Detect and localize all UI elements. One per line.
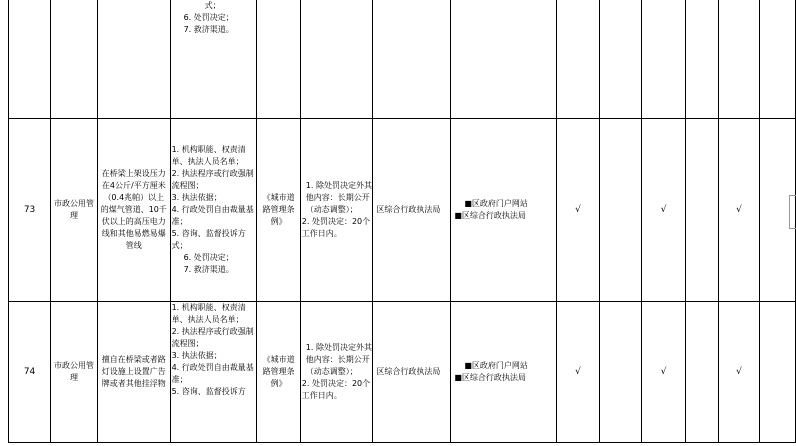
check-cell[interactable]: √ [719, 302, 760, 443]
basis-line: 2. 执法程序或行政强制流程图； [171, 169, 254, 190]
row-number-cell[interactable]: 73 [9, 119, 51, 302]
check-cell[interactable]: √ [642, 119, 686, 302]
check-cell[interactable] [556, 0, 600, 119]
category-cell[interactable]: 市政公用管理 [51, 302, 98, 443]
table-row [9, 119, 796, 302]
table-row [9, 302, 796, 443]
channel-line: ■区政府门户网站 [464, 361, 528, 370]
channel-cell[interactable] [451, 302, 556, 443]
item-cell[interactable]: 擅自在桥梁或者路灯设施上设置广告牌或者其他挂浮物 [98, 302, 171, 443]
empty-cell[interactable] [686, 0, 719, 119]
check-cell[interactable]: √ [556, 119, 600, 302]
basis-line: 6. 处罚决定； [183, 13, 234, 22]
basis-cell[interactable] [170, 302, 257, 443]
empty-cell[interactable] [600, 0, 642, 119]
basis-line: 6. 处罚决定； [183, 253, 234, 262]
table-row [9, 0, 796, 119]
empty-cell[interactable] [600, 302, 642, 443]
basis-line: 5. 咨询、监督投诉方式； [171, 229, 246, 250]
empty-cell[interactable] [686, 119, 719, 302]
basis-line: 2. 执法程序或行政强制流程图； [171, 327, 254, 348]
check-cell[interactable] [719, 0, 760, 119]
content-cell[interactable] [300, 119, 373, 302]
basis-line: 4. 行政处罚自由裁量基准； [171, 363, 254, 384]
basis-line: 4. 行政处罚自由裁量基准； [171, 205, 254, 226]
item-cell[interactable] [98, 0, 171, 119]
content-cell[interactable] [300, 302, 373, 443]
channel-line: ■区综合行政执法局 [454, 373, 526, 382]
channel-line: ■区综合行政执法局 [454, 211, 526, 220]
check-cell[interactable]: √ [719, 119, 760, 302]
subject-cell[interactable] [373, 0, 451, 119]
row-number-cell[interactable] [9, 0, 51, 119]
category-cell[interactable] [51, 0, 98, 119]
basis-cell[interactable] [170, 119, 257, 302]
content-line: 1. 除处罚决定外其他内容：长期公开（动态调整）； [305, 181, 372, 214]
basis-cell[interactable] [170, 0, 257, 119]
basis-line: 3. 执法依据； [171, 193, 222, 202]
check-cell[interactable]: √ [556, 302, 600, 443]
empty-cell[interactable] [759, 302, 795, 443]
disclosure-table [8, 0, 796, 443]
channel-line: ■区政府门户网站 [464, 199, 528, 208]
item-cell[interactable]: 在桥梁上架设压力在4公斤/平方厘米（0.4兆帕）以上的煤气管道、10千伏以上的高压电力线和其他易燃易爆管线 [98, 119, 171, 302]
subject-cell[interactable]: 区综合行政执法局 [373, 302, 451, 443]
channel-cell[interactable] [451, 119, 556, 302]
basis-line: 7. 救济渠道。 [183, 25, 234, 34]
content-line: 2. 处罚决定：20个工作日内。 [301, 379, 371, 400]
channel-cell[interactable] [451, 0, 556, 119]
content-cell[interactable] [300, 0, 373, 119]
check-cell[interactable] [642, 0, 686, 119]
subject-cell[interactable]: 区综合行政执法局 [373, 119, 451, 302]
basis-line: 1. 机构职能、权责清单、执法人员名单； [171, 145, 246, 166]
basis-line: 5. 咨询、监督投诉方 [171, 387, 246, 396]
check-cell[interactable]: √ [642, 302, 686, 443]
law-cell[interactable]: 《城市道路管理条例》 [257, 119, 300, 302]
basis-line: 3. 执法依据； [171, 351, 222, 360]
category-cell[interactable]: 市政公用管理 [51, 119, 98, 302]
empty-cell[interactable] [686, 302, 719, 443]
content-line: 2. 处罚决定：20个工作日内。 [301, 217, 371, 238]
law-cell[interactable] [257, 0, 300, 119]
content-line: 1. 除处罚决定外其他内容：长期公开（动态调整）； [305, 343, 372, 376]
basis-line: 式； [204, 1, 221, 10]
basis-line: 7. 救济渠道。 [183, 265, 234, 274]
basis-line: 1. 机构职能、权责清单、执法人员名单； [171, 303, 246, 324]
empty-cell[interactable] [600, 119, 642, 302]
law-cell[interactable]: 《城市道路管理条例》 [257, 302, 300, 443]
row-number-cell[interactable]: 74 [9, 302, 51, 443]
empty-cell[interactable] [759, 0, 795, 119]
scroll-edge-handle[interactable] [789, 195, 796, 229]
